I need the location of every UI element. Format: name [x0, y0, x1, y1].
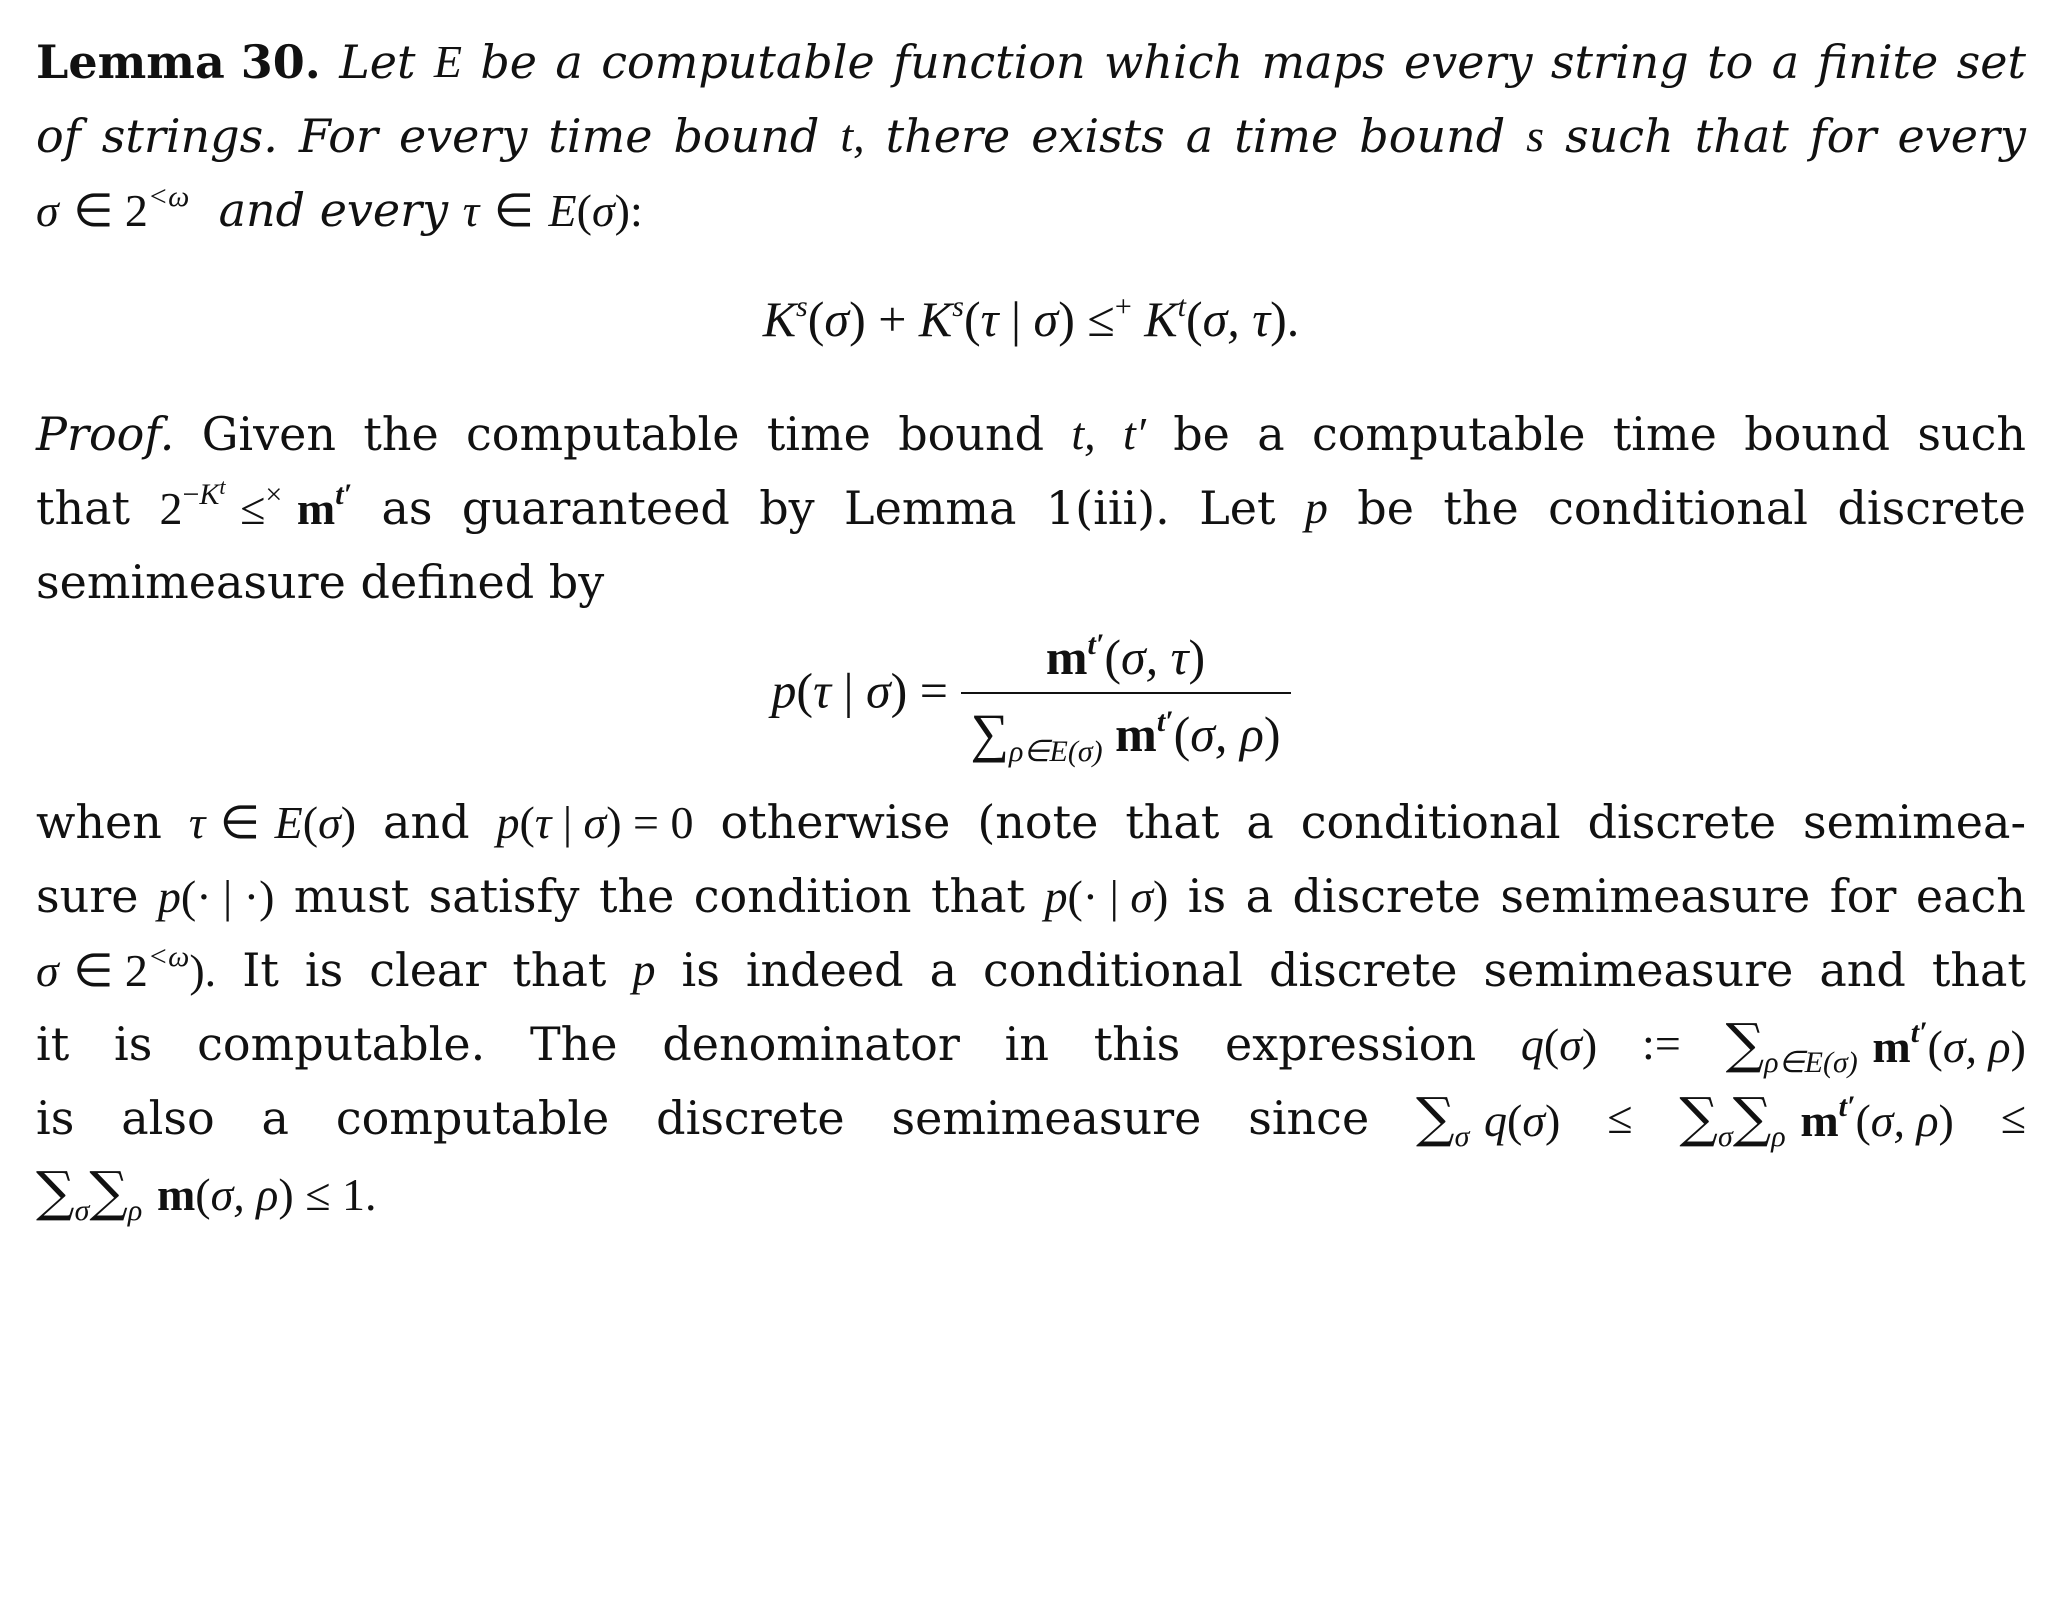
- proof-line-5: sure p(· | ·) must satisfy the condition that p(· | σ) is a discrete semimeasure for each: [36, 869, 2026, 923]
- proof-line-3: semimeasure defined by: [36, 555, 605, 609]
- fraction-numerator: $m^{t'}(\sigma$, τ): [1045, 628, 1206, 685]
- lemma-label: Lemma 30.: [36, 35, 321, 89]
- lemma-display-equation: $K^s(\sigma) + K^s(\tau$ | σ) ≤+ $K^t(\sigma$, τ).: [762, 290, 1300, 347]
- proof-line-8: is also a computable discrete semimeasure since $\sum_\sigma$ q(σ) ≤ $\sum_\sigma\sum_\rho$ $m^{t'}(\sigma$, ρ) ≤: [36, 1086, 2026, 1153]
- proof-line-4: when τ ∈ E(σ) and p(τ | σ) = 0 otherwise (note that a conditional discrete semimea-: [36, 795, 2026, 849]
- proof-display-equation: p(τ | σ) = $\frac{m^{t'}(\sigma, \tau)}{\sum_{\rho\in E(\sigma)} m^{t'}(\sigma, \rho)}$: [36, 628, 2026, 764]
- fraction-denominator: $\sum_{\rho\in E(\sigma)}$ $m^{t'}(\sigma$, ρ): [961, 692, 1291, 764]
- lemma-line-2: of strings. For every time bound t, there exists a time bound s such that for every: [36, 109, 2026, 163]
- proof-line-2: that $2^{-K^t} \le^\times$ $m^{t'}$ as guaranteed by Lemma 1(iii). Let p be the conditional discrete: [36, 474, 2026, 535]
- lemma-line-3: σ ∈ $2^{<\omega}$ and every τ ∈ E(σ):: [36, 180, 643, 237]
- proof-label: Proof.: [36, 407, 175, 461]
- proof-line-9: $\sum_\sigma\sum_\rho$ m(σ, ρ) ≤ 1.: [36, 1160, 377, 1227]
- proof-line-6: σ ∈ $2^{<\omega}$). It is clear that p is indeed a conditional discrete semimeasure and that: [36, 940, 2026, 997]
- fraction: [961, 628, 1291, 768]
- lemma-line-1: Lemma 30. Let E be a computable function which maps every string to a finite set: [36, 32, 2026, 92]
- proof-line-7: it is computable. The denominator in this expression q(σ) := $\sum_{\rho\in E(\sigma)}$ $m^{t'}(\sigma$, ρ): [36, 1012, 2026, 1079]
- proof-line-1: Proof. Given the computable time bound t, t′ be a computable time bound such: [36, 404, 2026, 464]
